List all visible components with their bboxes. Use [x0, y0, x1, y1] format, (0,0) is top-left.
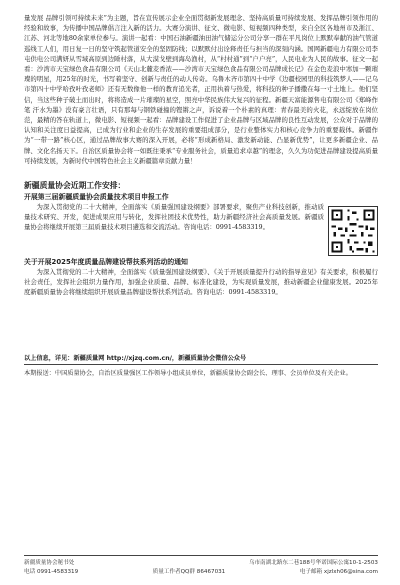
divider	[24, 555, 378, 556]
news-item	[24, 202, 378, 256]
news-item-body: 为深入贯彻党的二十大精神，全面落实《质量强国建设纲要》部署要求，聚焦产业科技创新，推动质量技术研究、开发，促进成果应用与转化，发挥社团技术优势性，助力新疆经济社会高质量发展。新疆质量协会将继续开展第三届质量技术项目遴选和交流活动。咨询电话：0991-4583319。	[24, 203, 324, 232]
footer-links: 以上信息，详见：新疆质量网 http://xjzq.com.cn/，新疆质量协会微信公众号	[24, 354, 247, 362]
qr-code-icon	[328, 206, 378, 256]
footer-org: 新疆质量协会秘书处	[24, 560, 75, 566]
news-section-title: 新疆质量协会近期工作安排：	[24, 181, 126, 191]
footer-email: 电子邮箱 xjzlxh06@sina.com	[299, 569, 378, 575]
footer-address: 乌市南湖北路东二巷188号华诺国际公寓10-1-2503	[248, 560, 378, 566]
distribution-note: 本期报送：中国质量协会，自治区质量强区工作领导小组成员单位，新疆质量协会副会长、理事、会员单位及有关企业。	[24, 369, 352, 377]
news-item-body: 为深入贯彻党的二十大精神，全面落实《质量强国建设纲要》、《关于开展质量提升行动的指导意见》有关要求，积极履行社会责任，发挥社会组织力量作用，加强企业质量、品牌、标准化建设，为实现质量发展，推动新疆企业健康发展。2025年度新疆质量协会将继续组织开展质量品牌建设帮扶系列活动。咨询电话：0991-4583319。	[24, 268, 378, 297]
footer-qq: 质量工作者QQ群 86467031	[152, 569, 226, 575]
news-item-title: 开展第三届新疆质量协会质量技术项目申报工作	[24, 193, 169, 202]
document-page	[24, 0, 378, 378]
footer-bar	[24, 555, 378, 577]
news-item-title: 关于开展2025年度质量品牌建设帮扶系列活动的通知	[24, 258, 188, 267]
footer-phone: 电话 0991-4583319	[24, 569, 79, 575]
intro-paragraph: 量发展 品牌引领可持续未来”为主题，旨在宣传展示企业全面贯彻新发展理念、坚持高质量可持续发展、发挥品牌引领作用的经验和故事，为传播中国品牌倡言注入新的活力。大赛分演讲、征文、微电影、短视频四种类型，来自全区各地州市及浙江、江苏、河北等地80余家单位参与。演讲一起看：中国石油新疆油田油气储运分公司分享一群在平凡岗位上默默奉献的油气管道巡线工人们，用日复一日的坚守筑起管道安全的坚固防线；以默默付出诠释责任与担当的深刻内涵。国网新疆电力有限公司李屯供电公司满妍从雪域高原到边陲村落，从大漠戈壁到海岛渔村，从“村村通”到“户户亮”，人民电业为人民的故事。征文一起看：沙湾市天宝绿色食品有限公司《天山北麓麦香浓——沙湾市天宝绿色食品有限公司品牌成长记》在金色麦浪中寒加一颗璀璨的明星，用25年的时光，书写着坚守、创新与责任的动人传奇。乌鲁木齐市第四十中学《边疆校园里的科技筑梦人——记乌市第四十中学哈孜叶孜老师》还有无数像他一样的教育追光者，正用执着与热爱，将科技的种子播撒在每一寸土地上。他们坚信，当这些种子破土而出时，将将造成一片璀璨的星空，照亮中华民族伟大复兴的征程。新疆天富能源售电有限公司《郑峰作笔 汗水为墨》没有豪言壮语，只有那每与钢铁碰撞的铿锵之声，诉说着一个朴素的真理：青春最美的火花，永远绽放在岗位范，最精的答在轨道上，微电影、短视频一起看：品牌建设工作促进了企业品牌与区域品牌的良性互动发展，公众对于品牌的认知和关注度日益提高，已成为行业和企业的生存发展的重要组成部分，是行业整体实力和核心竞争力的重要载体。新疆作为“一带一路”核心区，通过品牌故事大赛的深入开展，必将“形成新格局、激发新动能、凸显新优势”，让更多新疆企业、品牌、文化名扬天下。自治区质量协会将一如既往秉承“专业服务社会，质量追求卓越”的理念，久久为功促进品牌建设提高质量可持续发展，为新时代中国特色社会主义新疆篇章贡献力量！	[24, 14, 378, 165]
divider	[24, 364, 378, 365]
